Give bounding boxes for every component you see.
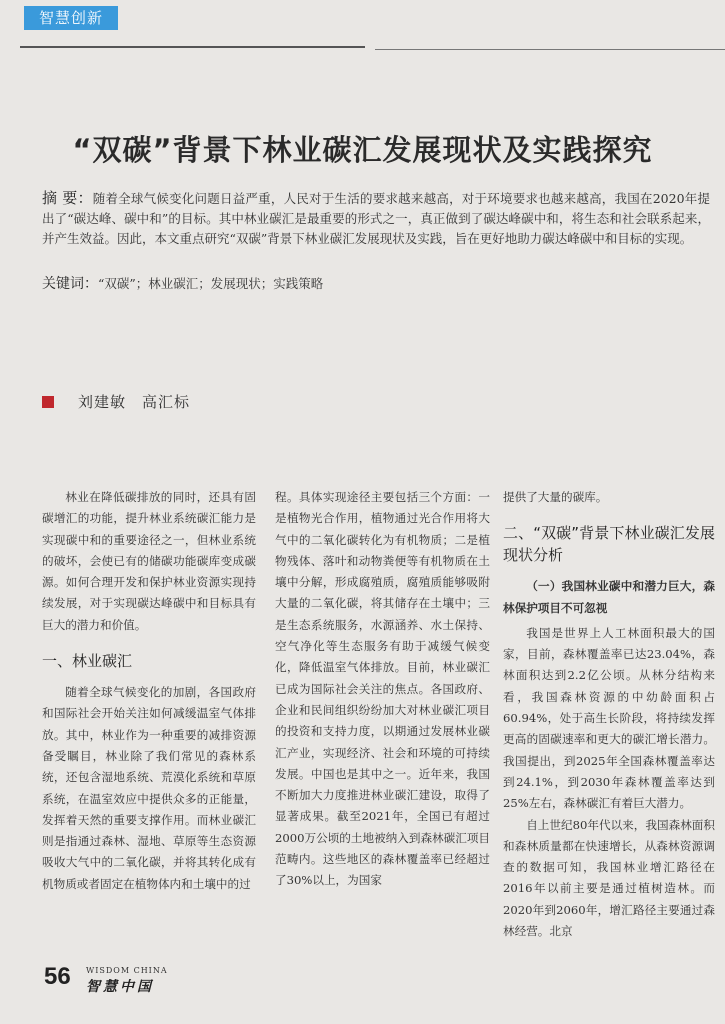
author-marker	[42, 396, 54, 408]
header-rule-right	[375, 49, 725, 50]
body-column-2	[275, 487, 490, 967]
abstract	[42, 188, 710, 249]
authors: 刘建敏 高汇标	[78, 393, 191, 411]
subsection-heading: （一）我国林业碳中和潜力巨大，森林保护项目不可忽视	[503, 579, 715, 615]
brand-chinese: 智慧中国	[86, 979, 154, 995]
header-rule-left	[20, 46, 365, 48]
section-tag: 智慧创新	[24, 6, 118, 30]
paragraph: 林业在降低碳排放的同时，还具有固碳增汇的功能，提升林业系统碳汇能力是实现碳中和的重要途径之一，但林业系统的破坏，会使已有的储碳功能碳库变成碳源。如何合理开发和保护林业资源实现持续发展，对于实现碳达峰碳中和目标具有巨大的潜力和价值。	[42, 490, 256, 632]
keywords-label: 关键词：	[42, 276, 98, 292]
section-heading: 一、林业碳汇	[42, 652, 133, 671]
keywords	[42, 274, 710, 294]
paragraph: 我国是世界上人工林面积最大的国家，目前，森林覆盖率已达23.04%，森林面积达到2.2亿公顷。从林分结构来看，我国森林资源的中幼龄面积占60.94%，处于高生长阶段，将持续发挥更高的固碳速率和更大的碳汇增长潜力。我国提出，到2025年全国森林覆盖率达到24.1%，到2030年森林覆盖率达到25%左右，森林碳汇有着巨大潜力。	[503, 625, 715, 811]
brand-english: WISDOM CHINA	[86, 966, 168, 975]
paragraph: 随着全球气候变化的加剧，各国政府和国际社会开始关注如何减缓温室气体排放。其中，林业作为一种重要的减排资源备受瞩目，林业除了我们常见的森林系统，还包含湿地系统、荒漠化系统和草原系统，在温室效应中提供众多的正能量，发挥着天然的重要支撑作用。而林业碳汇则是指通过森林、湿地、草原等生态资源吸收大气中的二氧化碳，并将其转化成有机物质或者固定在植物体内和土壤中的过	[42, 685, 256, 891]
article-title: “双碳”背景下林业碳汇发展现状及实践探究	[72, 133, 653, 167]
paragraph: 程。具体实现途径主要包括三个方面：一是植物光合作用，植物通过光合作用将大气中的二氧化碳转化为有机物质；二是植物残体、落叶和动物粪便等有机物质在土壤中分解，形成腐殖质，腐殖质能够吸附大量的二氧化碳，将其储存在土壤中；三是生态系统服务，水源涵养、水土保持、空气净化等生态服务有助于减缓气候变化，降低温室气体排放。目前，林业碳汇已成为国际社会关注的焦点。各国政府、企业和民间组织纷纷加大对林业碳汇项目的投资和支持力度，以期通过发展林业碳汇产业，实现经济、社会和环境的可持续发展。中国也是其中之一。近年来，我国不断加大力度推进林业碳汇建设，取得了显著成果。截至2021年，全国已有超过2000万公顷的土地被纳入到森林碳汇项目范畴内。这些地区的森林覆盖率已经超过了30%以上，为国家	[275, 490, 490, 888]
page-number: 56	[44, 963, 71, 990]
body-column-3	[503, 487, 715, 967]
section-heading: 二、“双碳”背景下林业碳汇发展现状分析	[503, 524, 715, 565]
keywords-text: “双碳”；林业碳汇；发展现状；实践策略	[98, 276, 324, 291]
body-column-1	[42, 487, 256, 967]
abstract-label: 摘 要：	[42, 189, 93, 207]
paragraph: 自上世纪80年代以来，我国森林面积和森林质量都在快速增长，从森林资源调查的数据可知，我国林业增汇路径在2016年以前主要是通过植树造林。而2020年到2060年，增汇路径主要通过森林经营。北京	[503, 817, 715, 939]
paragraph: 提供了大量的碳库。	[503, 490, 608, 504]
abstract-text: 随着全球气候变化问题日益严重，人民对于生活的要求越来越高，对于环境要求也越来越高，我国在2020年提出了“碳达峰、碳中和”的目标。其中林业碳汇是最重要的形式之一，真正做到了碳达峰碳中和，将生态和社会联系起来，并产生效益。因此，本文重点研究“双碳”背景下林业碳汇发展现状及实践，旨在更好地助力碳达峰碳中和目标的实现。	[42, 191, 710, 246]
